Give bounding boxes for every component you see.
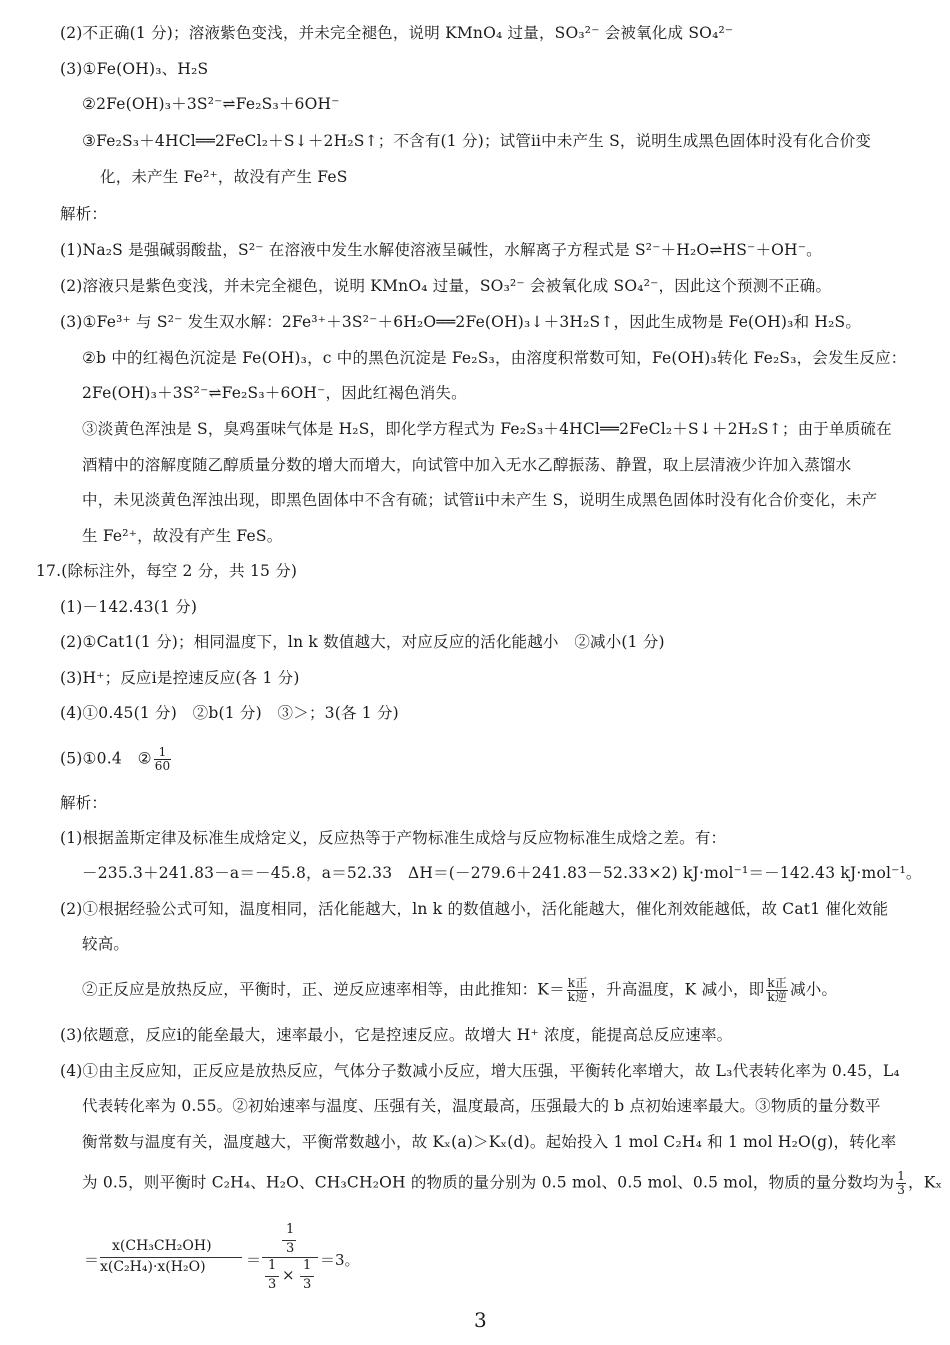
- question-heading: 17.(除标注外，每空 2 分，共 15 分): [36, 562, 298, 580]
- answer-line: (4)①0.45(1 分) ②b(1 分) ③＞；3(各 1 分): [60, 704, 399, 722]
- answer-text: (5)①0.4 ②: [60, 749, 152, 768]
- analysis-line: 酒精中的溶解度随乙醇质量分数的增大而增大，向试管中加入无水乙醇振荡、静置，取上层清液少许加入蒸馏水: [82, 456, 852, 474]
- analysis-text: ②正反应是放热反应，平衡时，正、逆反应速率相等，由此推知：K＝: [82, 980, 565, 999]
- formula-numerator: 1: [268, 1258, 277, 1273]
- analysis-text: 为 0.5，则平衡时 C₂H₄、H₂O、CH₃CH₂OH 的物质的量分别为 0.5 mol、0.5 mol、0.5 mol，物质的量分数均为: [82, 1173, 895, 1192]
- fraction-denominator: 3: [897, 1183, 906, 1197]
- answer-line: ③Fe₂S₃＋4HCl══2FeCl₂＋S↓＋2H₂S↑；不含有(1 分)；试管ⅱ中未产生 S，说明生成黑色固体时没有化合价变: [82, 132, 872, 150]
- formula-result: ＝3。: [320, 1251, 360, 1269]
- fraction-bar: [100, 1257, 242, 1258]
- answer-line: 化，未产生 Fe²⁺，故没有产生 FeS: [100, 168, 348, 186]
- analysis-line: 中，未见淡黄色浑浊出现，即黑色固体中不含有硫；试管ⅱ中未产生 S，说明生成黑色固体时没有化合价变化，未产: [82, 491, 878, 509]
- answer-line: [60, 746, 930, 773]
- analysis-text: ，升高温度，K 减小，即: [590, 980, 765, 999]
- answer-line: (3)H⁺；反应ⅰ是控速反应(各 1 分): [60, 669, 300, 687]
- analysis-line: (2)溶液只是紫色变浅，并未完全褪色，说明 KMnO₄ 过量，SO₃²⁻ 会被氧化成 SO₄²⁻，因此这个预测不正确。: [60, 277, 832, 295]
- analysis-line: 较高。: [82, 935, 130, 953]
- analysis-heading: 解析：: [60, 205, 108, 223]
- analysis-text: 减小。: [790, 980, 838, 999]
- page-number: 3: [474, 1308, 487, 1332]
- answer-line: (1)－142.43(1 分): [60, 598, 198, 616]
- analysis-line: [82, 1169, 943, 1197]
- fraction-k-ratio: [766, 977, 788, 1004]
- fraction-numerator: k正: [767, 976, 788, 990]
- analysis-line: ③淡黄色浑浊是 S，臭鸡蛋味气体是 H₂S，即化学方程式为 Fe₂S₃＋4HCl══2FeCl₂＋S↓＋2H₂S↑；由于单质硫在: [82, 420, 892, 438]
- formula-numerator: x(CH₃CH₂OH): [112, 1238, 212, 1254]
- answer-line: (2)不正确(1 分)；溶液紫色变浅，并未完全褪色，说明 KMnO₄ 过量，SO₃²⁻ 会被氧化成 SO₄²⁻: [60, 24, 734, 42]
- analysis-heading: 解析：: [60, 794, 108, 812]
- fraction-k-ratio: [567, 977, 589, 1004]
- analysis-text: ，Kₓ: [908, 1173, 943, 1192]
- fraction-one-third: [896, 1170, 906, 1197]
- analysis-line: (3)①Fe³⁺ 与 S²⁻ 发生双水解：2Fe³⁺＋3S²⁻＋6H₂O══2Fe(OH)₃↓＋3H₂S↑，因此生成物是 Fe(OH)₃和 H₂S。: [60, 313, 862, 331]
- formula-denominator: x(C₂H₄)·x(H₂O): [100, 1259, 206, 1275]
- times-sign: ×: [282, 1266, 295, 1284]
- analysis-line: 生 Fe²⁺，故没有产生 FeS。: [82, 527, 283, 545]
- analysis-line: (2)①根据经验公式可知，温度相同，活化能越大，ln k 的数值越小，活化能越大，催化剂效能越低，故 Cat1 催化效能: [60, 900, 889, 918]
- analysis-line: 2Fe(OH)₃＋3S²⁻⇌Fe₂S₃＋6OH⁻，因此红褐色消失。: [82, 384, 467, 402]
- analysis-line: 衡常数与温度有关，温度越大，平衡常数越小，故 Kₓ(a)＞Kₓ(d)。起始投入 1 mol C₂H₄ 和 1 mol H₂O(g)，转化率: [82, 1133, 897, 1151]
- analysis-line: (3)依题意，反应ⅰ的能垒最大，速率最小，它是控速反应。故增大 H⁺ 浓度，能提高总反应速率。: [60, 1026, 733, 1044]
- analysis-line: －235.3＋241.83－a＝－45.8，a＝52.33 ΔH＝(－279.6＋241.83－52.33×2) kJ·mol⁻¹＝－142.43 kJ·mol⁻¹。: [82, 864, 922, 882]
- equals-sign: ＝: [84, 1251, 100, 1269]
- fraction-denominator: k逆: [567, 990, 588, 1004]
- answer-line: (3)①Fe(OH)₃、H₂S: [60, 60, 209, 78]
- fraction-numerator: 1: [154, 746, 172, 760]
- analysis-line: (1)Na₂S 是强碱弱酸盐，S²⁻ 在溶液中发生水解使溶液呈碱性，水解离子方程式是 S²⁻＋H₂O⇌HS⁻＋OH⁻。: [60, 241, 822, 259]
- fraction-numerator: 1: [897, 1169, 906, 1183]
- analysis-line: (1)根据盖斯定律及标准生成焓定义，反应热等于产物标准生成焓与反应物标准生成焓之差。有：: [60, 829, 727, 847]
- fraction-denominator: 60: [154, 759, 171, 773]
- analysis-line: 代表转化率为 0.55。②初始速率与温度、压强有关，温度最高，压强最大的 b 点初始速率最大。③物质的量分数平: [82, 1097, 881, 1115]
- answer-line: ②2Fe(OH)₃＋3S²⁻⇌Fe₂S₃＋6OH⁻: [82, 95, 340, 113]
- formula-denominator: 3: [286, 1241, 295, 1256]
- formula-denominator: 3: [303, 1277, 312, 1292]
- fraction-numerator: k正: [567, 976, 588, 990]
- fraction-1-60: [154, 746, 172, 773]
- formula-numerator: 1: [286, 1222, 295, 1237]
- analysis-line: (4)①由主反应知，正反应是放热反应，气体分子数减小反应，增大压强，平衡转化率增大，故 L₃代表转化率为 0.45，L₄: [60, 1062, 900, 1080]
- analysis-line: ②b 中的红褐色沉淀是 Fe(OH)₃，c 中的黑色沉淀是 Fe₂S₃，由溶度积常数可知，Fe(OH)₃转化 Fe₂S₃，会发生反应：: [82, 349, 907, 367]
- fraction-denominator: k逆: [767, 990, 788, 1004]
- formula-denominator: 3: [268, 1277, 277, 1292]
- equals-sign: ＝: [246, 1251, 262, 1269]
- analysis-line: [82, 977, 930, 1004]
- formula-numerator: 1: [303, 1258, 312, 1273]
- answer-line: (2)①Cat1(1 分)；相同温度下，ln k 数值越大，对应反应的活化能越小 ②减小(1 分): [60, 633, 665, 651]
